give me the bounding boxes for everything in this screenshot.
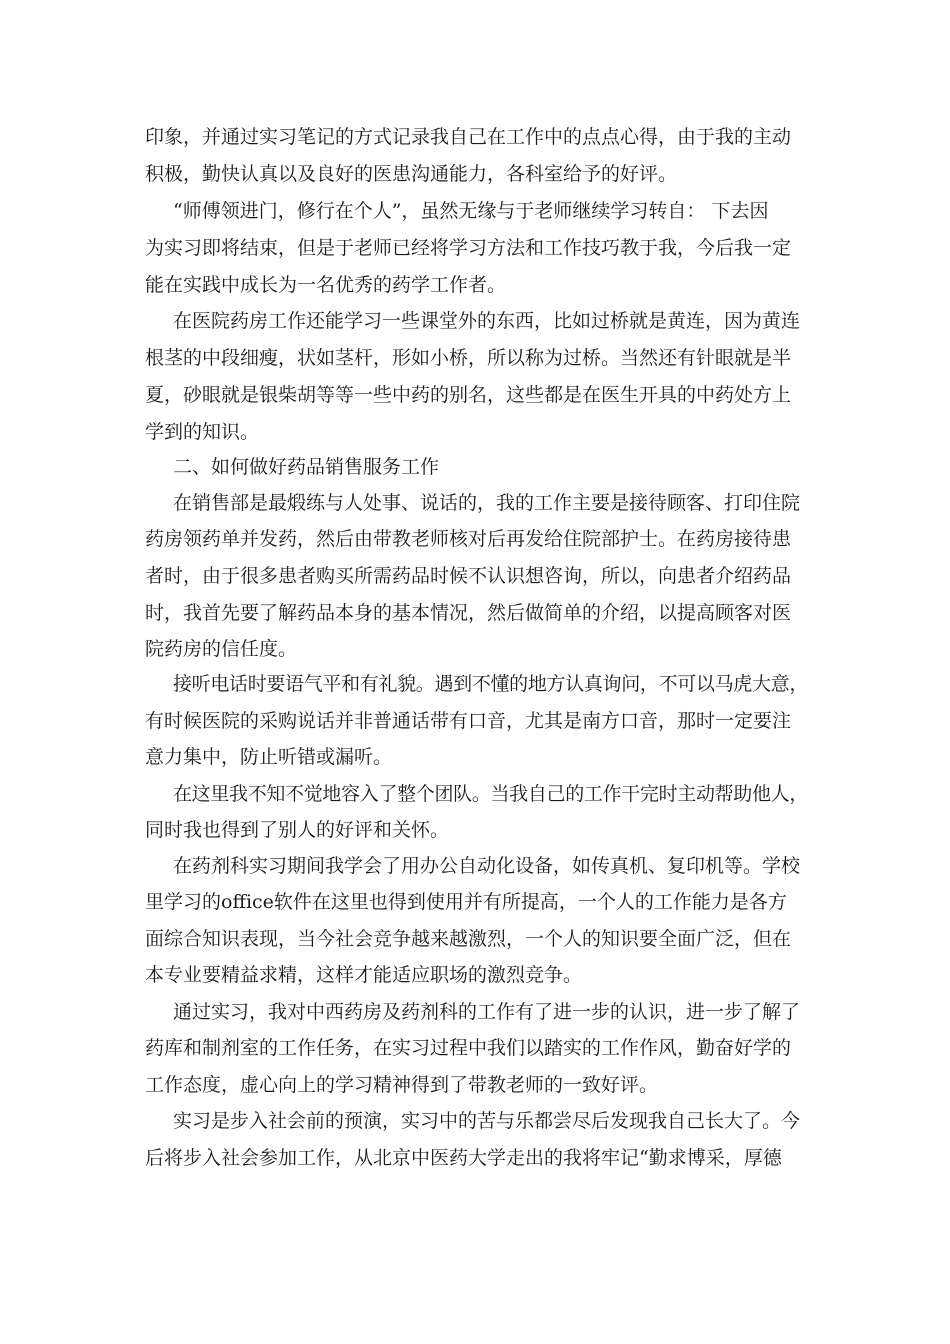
text-line: 在这里我不知不觉地容入了整个团队。当我自己的工作干完时主动帮助他人， [173, 783, 809, 805]
text-line: 意力集中，防止听错或漏听。 [145, 746, 393, 768]
text-line: 接听电话时要语气平和有礼貌。遇到不懂的地方认真询问，不可以马虎大意， [173, 673, 809, 695]
text-line: 夏，砂眼就是银柴胡等等一些中药的别名，这些都是在医生开具的中药处方上 [145, 384, 792, 406]
text-line: 在医院药房工作还能学习一些课堂外的东西，比如过桥就是黄连，因为黄连 [173, 310, 801, 332]
text-line: 时，我首先要了解药品本身的基本情况，然后做简单的介绍，以提高顾客对医 [145, 602, 792, 624]
text-line: 根茎的中段细瘦，状如茎杆，形如小桥，所以称为过桥。当然还有针眼就是半 [145, 347, 792, 369]
text-line: 能在实践中成长为一名优秀的药学工作者。 [145, 274, 507, 296]
text-line: 同时我也得到了别人的好评和关怀。 [145, 819, 450, 841]
text-line: 积极，勤快认真以及良好的医患沟通能力，各科室给予的好评。 [145, 163, 678, 185]
text-line: 学到的知识。 [145, 421, 260, 443]
text-line: 在销售部是最煅练与人处事、说话的，我的工作主要是接待顾客、打印住院 [173, 492, 801, 514]
section-heading: 二、如何做好药品销售服务工作 [173, 456, 440, 478]
text-line: 实习是步入社会前的预演，实习中的苦与乐都尝尽后发现我自己长大了。今 [173, 1110, 801, 1132]
text-line: 有时候医院的采购说话并非普通话带有口音，尤其是南方口音，那时一定要注 [145, 710, 792, 732]
text-line: 工作态度，虚心向上的学习精神得到了带教老师的一致好评。 [145, 1074, 659, 1096]
text-line: “师傅领进门，修行在个人”，虽然无缘与于老师继续学习转自： 下去因 [173, 200, 769, 222]
text-line: 在药剂科实习期间我学会了用办公自动化设备，如传真机、复印机等。学校 [173, 855, 801, 877]
text-line: 里学习的office软件在这里也得到使用并有所提高，一个人的工作能力是各方 [145, 891, 787, 913]
text-line: 印象，并通过实习笔记的方式记录我自己在工作中的点点心得，由于我的主动 [145, 126, 792, 148]
text-line: 为实习即将结束，但是于老师已经将学习方法和工作技巧教于我，今后我一定 [145, 237, 792, 259]
text-line: 院药房的信任度。 [145, 638, 298, 660]
text-line: 药库和制剂室的工作任务，在实习过程中我们以踏实的工作作风，勤奋好学的 [145, 1037, 792, 1059]
text-line: 通过实习，我对中西药房及药剂科的工作有了进一步的认识，进一步了解了 [173, 1001, 801, 1023]
text-line: 药房领药单并发药，然后由带教老师核对后再发给住院部护士。在药房接待患 [145, 528, 792, 550]
text-line: 者时，由于很多患者购买所需药品时候不认识想咨询，所以，向患者介绍药品 [145, 565, 792, 587]
text-line: 后将步入社会参加工作，从北京中医药大学走出的我将牢记“勤求博采，厚德 [145, 1147, 782, 1169]
text-line: 本专业要精益求精，这样才能适应职场的激烈竞争。 [145, 964, 583, 986]
text-line: 面综合知识表现，当今社会竞争越来越激烈，一个人的知识要全面广泛，但在 [145, 928, 792, 950]
